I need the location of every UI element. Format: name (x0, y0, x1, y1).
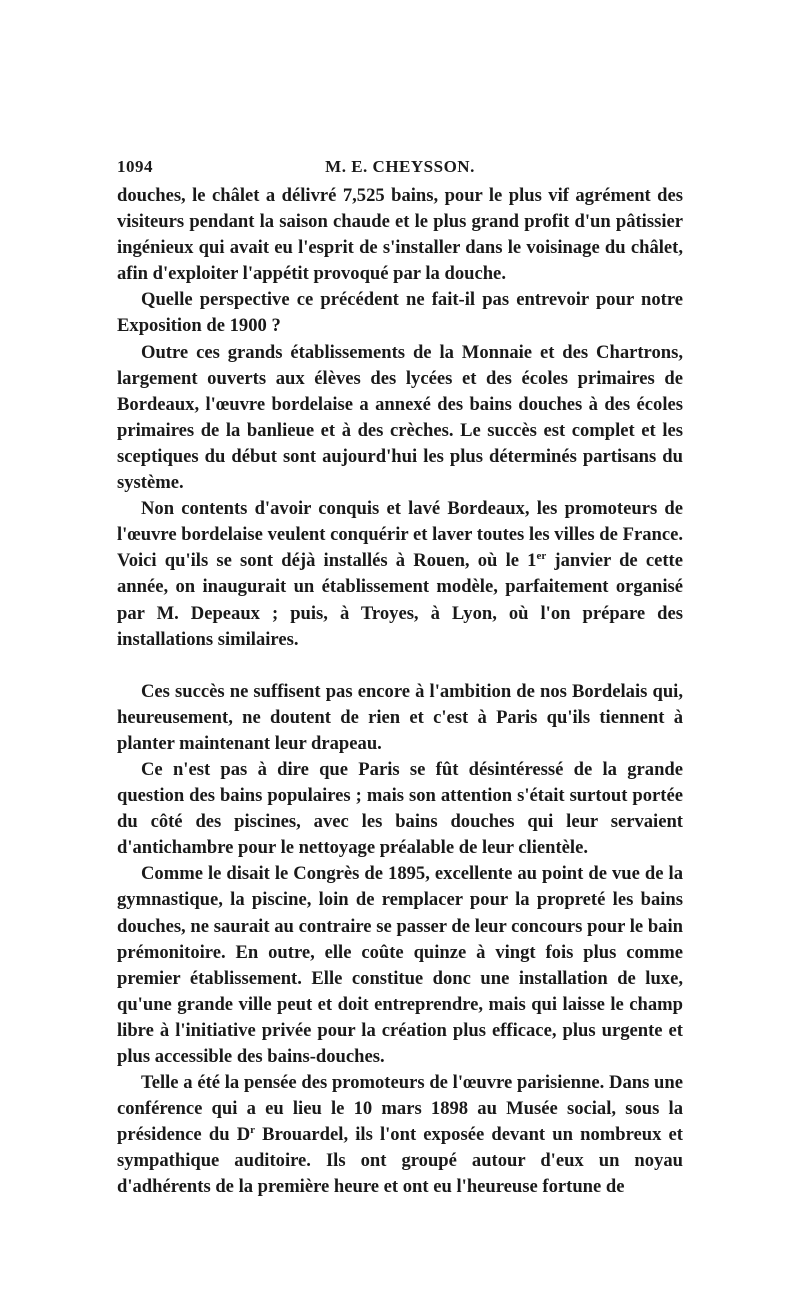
paragraph-2: Quelle perspective ce précédent ne fait-il pas entrevoir pour notre Exposition de 1900 ? (117, 289, 683, 337)
paragraph-8-text-b: Brouardel, ils l'ont exposée devant un nombreux et sympathique auditoire. Ils ont groupé autour d'eux un noyau d'adhérents de la première heure et ont eu l'heureuse fortune de (117, 1124, 683, 1198)
paragraph-8 (117, 1070, 683, 1200)
running-title: M. E. CHEYSSON. (325, 157, 475, 176)
paragraph-4-text-a: Non contents d'avoir conquis et lavé Bordeaux, les promoteurs de l'œuvre bordelaise veulent conquérir et laver toutes les villes de France. Voici qu'ils se sont déjà installés à Rouen, où le 1 (117, 498, 683, 572)
body-text (117, 183, 683, 1201)
paragraph-4-superscript: er (536, 550, 547, 563)
paragraph-7: Comme le disait le Congrès de 1895, excellente au point de vue de la gymnastique, la piscine, loin de remplacer pour la propreté les bains douches, ne saurait au contraire se passer de leur concours pour le bain prémonitoire. En outre, elle coûte quinze à vingt fois plus comme premier établissement. Elle constitue donc une installation de luxe, qu'une grande ville peut et doit entreprendre, mais qui laisse le champ libre à l'initiative privée pour la création plus efficace, plus urgente et plus accessible des bains-douches. (117, 863, 683, 1067)
paragraph-3: Outre ces grands établissements de la Monnaie et des Chartrons, largement ouverts aux élèves des lycées et des écoles primaires de Bordeaux, l'œuvre bordelaise a annexé des bains douches à des écoles primaires de la banlieue et à des crèches. Le succès est complet et les sceptiques du début sont aujourd'hui les plus déterminés partisans du système. (117, 341, 683, 494)
paragraph-8-superscript: r (250, 1124, 256, 1137)
running-head (117, 157, 683, 183)
document-page (117, 157, 683, 1201)
paragraph-8-text-a: Telle a été la pensée des promoteurs de l'œuvre parisienne. Dans une conférence qui a eu lieu le 10 mars 1898 au Musée social, sous la présidence du D (117, 1072, 683, 1146)
paragraph-4 (117, 496, 683, 653)
paragraph-4-text-b: janvier de cette année, on inaugurait un établissement modèle, parfaitement organisé par M. Depeaux ; puis, à Troyes, à Lyon, où l'on prépare des installations similaires. (117, 550, 683, 650)
paragraph-6: Ce n'est pas à dire que Paris se fût désintéressé de la grande question des bains populaires ; mais son attention s'était surtout portée du côté des piscines, avec les bains douches qui leur servaient d'antichambre pour le nettoyage préalable de leur clientèle. (117, 758, 683, 859)
paragraph-5: Ces succès ne suffisent pas encore à l'ambition de nos Bordelais qui, heureusement, ne doutent de rien et c'est à Paris qu'ils tiennent à planter maintenant leur drapeau. (117, 680, 683, 754)
paragraph-1: douches, le châlet a délivré 7,525 bains, pour le plus vif agrément des visiteurs pendant la saison chaude et le plus grand profit d'un pâtissier ingénieux qui avait eu l'esprit de s'installer dans le voisinage du châlet, afin d'exploiter l'appétit provoqué par la douche. (117, 185, 683, 285)
section-break (117, 653, 683, 679)
page-number: 1094 (117, 157, 153, 176)
